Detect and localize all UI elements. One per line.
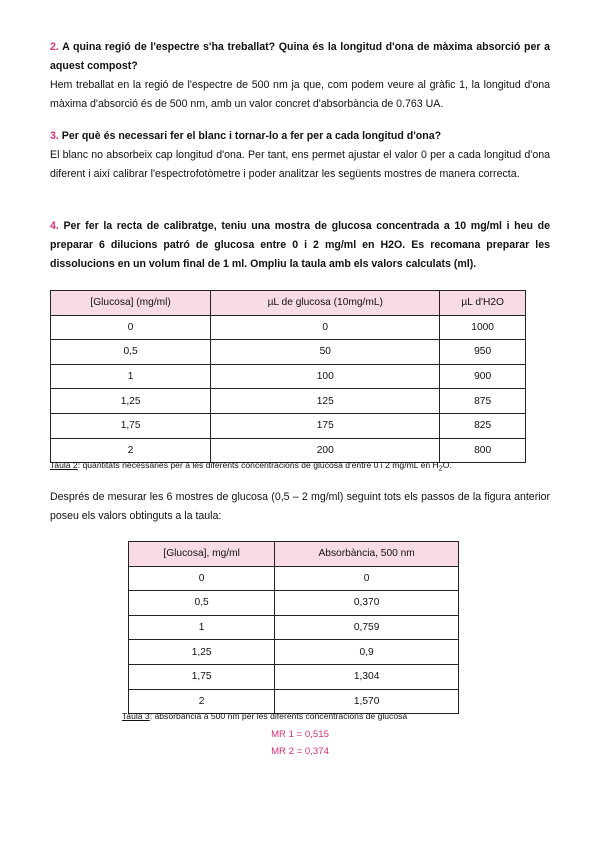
table-cell: 1,75 xyxy=(129,664,275,689)
question-3 xyxy=(50,127,550,184)
table-row xyxy=(129,566,459,591)
question-text: Per què és necessari fer el blanc i tornar-lo a fer per a cada longitud d'ona? xyxy=(61,130,442,142)
question-4 xyxy=(50,217,550,274)
table-cell: 900 xyxy=(440,364,526,389)
table-cell: 1 xyxy=(129,615,275,640)
table-cell: 0 xyxy=(51,315,211,340)
question-4-title xyxy=(50,217,550,274)
caption-end: O. xyxy=(442,460,452,470)
table-cell: 1000 xyxy=(440,315,526,340)
table-cell: 1,304 xyxy=(275,664,459,689)
table-cell: 2 xyxy=(129,689,275,714)
table-row xyxy=(51,340,526,365)
question-2-answer: Hem treballat en la regió de l'espectre de 500 nm ja que, com podem veure al gràfic 1, la longitud d'ona màxima d'absorció és de 500 nm, amb un valor concret d'absorbància de 0.763 UA. xyxy=(50,79,550,110)
question-text: A quina regió de l'espectre s'ha treballat? Quina és la longitud d'ona de màxima absorció per a aquest compost? xyxy=(50,41,550,72)
table-cell: 2 xyxy=(51,438,211,463)
table-cell: 1,75 xyxy=(51,413,211,438)
question-3-answer: El blanc no absorbeix cap longitud d'ona. Per tant, ens permet ajustar el valor 0 per a cada longitud d'ona diferent i així calibrar l'espectrofotòmetre i poder analitzar les següents mostres de manera correcta. xyxy=(50,149,550,180)
table-cell: 1,25 xyxy=(51,389,211,414)
table-cell: 0 xyxy=(211,315,440,340)
table-cell: 125 xyxy=(211,389,440,414)
question-3-title xyxy=(50,127,550,146)
table-header: [Glucosa] (mg/ml) xyxy=(51,291,211,316)
table-cell: 0,9 xyxy=(275,640,459,665)
caption-text: : absorbància a 500 nm per les diferents concentracions de glucosa xyxy=(149,711,408,721)
table-cell: 0 xyxy=(275,566,459,591)
table-cell: 0,5 xyxy=(129,591,275,616)
table-header: Absorbància, 500 nm xyxy=(275,542,459,567)
table-cell: 0 xyxy=(129,566,275,591)
question-text: Per fer la recta de calibratge, teniu una mostra de glucosa concentrada a 10 mg/ml i heu de preparar 6 dilucions patró de glucosa entre 0 i 2 mg/ml en H2O. Es recomana preparar les dissolucions en un volum final de 1 ml. Ompliu la taula amb els valors calculats (ml). xyxy=(50,220,550,270)
table-cell: 875 xyxy=(440,389,526,414)
table-header-row xyxy=(51,291,526,316)
question-number: 4. xyxy=(50,220,59,232)
table-cell: 100 xyxy=(211,364,440,389)
caption-label: Taula 3 xyxy=(122,711,150,721)
question-number: 2. xyxy=(50,41,59,53)
table-cell: 175 xyxy=(211,413,440,438)
table-cell: 950 xyxy=(440,340,526,365)
table-cell: 800 xyxy=(440,438,526,463)
table-cell: 200 xyxy=(211,438,440,463)
table-3-caption xyxy=(122,711,407,721)
caption-text: : quantitats necessàries per a les diferents concentracions de glucosa d'entre 0 i 2 mg/mL en H xyxy=(77,460,439,470)
dilution-table xyxy=(50,290,526,463)
question-2-title xyxy=(50,38,550,76)
table-row xyxy=(129,591,459,616)
table-cell: 50 xyxy=(211,340,440,365)
table-row xyxy=(51,389,526,414)
caption-subscript: 2 xyxy=(438,464,443,473)
table-row xyxy=(51,315,526,340)
mr2-value: MR 2 = 0,374 xyxy=(271,746,329,757)
table-header: µL de glucosa (10mg/mL) xyxy=(211,291,440,316)
mr1-value: MR 1 = 0,515 xyxy=(271,729,329,740)
table-cell: 1,570 xyxy=(275,689,459,714)
question-2 xyxy=(50,38,550,114)
table-header-row xyxy=(129,542,459,567)
table-row xyxy=(51,438,526,463)
absorbance-table xyxy=(128,541,459,714)
table-row xyxy=(51,413,526,438)
table-cell: 0,759 xyxy=(275,615,459,640)
table-2-caption xyxy=(50,460,452,473)
table-cell: 1 xyxy=(51,364,211,389)
caption-label: Taula 2 xyxy=(50,460,78,470)
table-cell: 1,25 xyxy=(129,640,275,665)
table-row xyxy=(129,640,459,665)
table-row xyxy=(129,615,459,640)
table-row xyxy=(129,664,459,689)
table-row xyxy=(51,364,526,389)
table-header: [Glucosa], mg/ml xyxy=(129,542,275,567)
question-number: 3. xyxy=(50,130,59,142)
table-cell: 0,5 xyxy=(51,340,211,365)
table-cell: 0,370 xyxy=(275,591,459,616)
table-header: µL d'H2O xyxy=(440,291,526,316)
table-row xyxy=(129,689,459,714)
intro-paragraph: Després de mesurar les 6 mostres de glucosa (0,5 – 2 mg/ml) seguint tots els passos de la figura anterior poseu els valors obtinguts a la taula: xyxy=(50,491,550,522)
table-cell: 825 xyxy=(440,413,526,438)
